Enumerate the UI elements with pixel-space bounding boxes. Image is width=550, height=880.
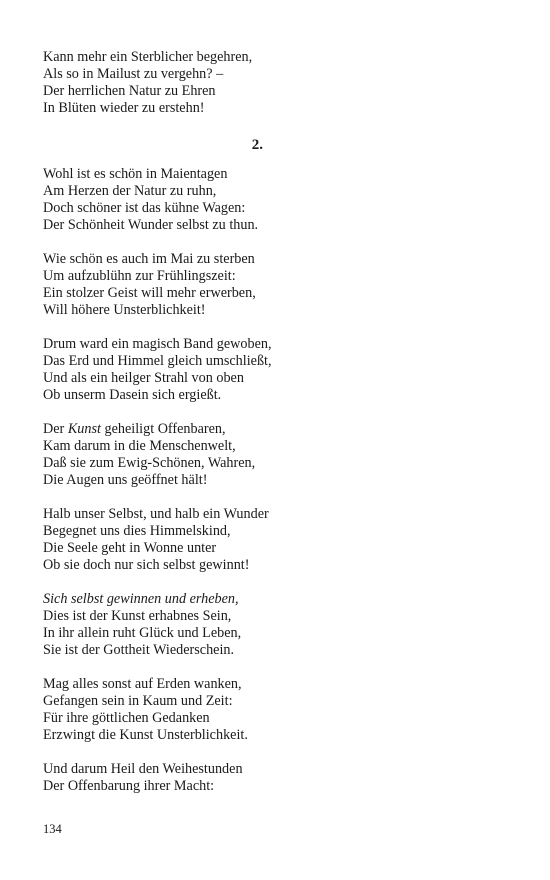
verse-line — [43, 251, 503, 268]
stanza — [43, 49, 503, 117]
verse-text: In ihr allein ruht Glück und Leben, — [43, 625, 242, 641]
verse-line — [43, 302, 503, 319]
verse-line — [43, 66, 503, 83]
verse-text: Wohl ist es schön in Maientagen — [43, 166, 228, 182]
verse-line — [43, 710, 503, 727]
stanza-gap — [43, 744, 503, 761]
verse-line — [43, 421, 503, 438]
verse-italic-text: Sich selbst gewinnen und erheben, — [43, 591, 239, 607]
verse-line — [43, 676, 503, 693]
verse-line — [43, 183, 503, 200]
poem-body — [43, 166, 503, 795]
stanza-gap — [43, 319, 503, 336]
verse-line — [43, 727, 503, 744]
stanza-gap — [43, 404, 503, 421]
verse-text: Für ihre göttlichen Gedanken — [43, 710, 210, 726]
stanza — [43, 251, 503, 319]
verse-line — [43, 608, 503, 625]
verse-text: Sie ist der Gottheit Wiederschein. — [43, 642, 235, 658]
verse-line — [43, 778, 503, 795]
verse-text: Die Seele geht in Wonne unter — [43, 540, 217, 556]
verse-line — [43, 217, 503, 234]
verse-line — [43, 353, 503, 370]
verse-line — [43, 540, 503, 557]
verse-line — [43, 625, 503, 642]
opening-stanza-block — [43, 49, 503, 117]
poem-page — [43, 49, 503, 795]
verse-line — [43, 387, 503, 404]
stanza — [43, 421, 503, 489]
verse-line — [43, 591, 503, 608]
verse-line — [43, 370, 503, 387]
verse-line — [43, 693, 503, 710]
verse-text: In Blüten wieder zu erstehn! — [43, 100, 205, 116]
stanza-gap — [43, 234, 503, 251]
stanza — [43, 761, 503, 795]
stanza — [43, 506, 503, 574]
verse-line — [43, 455, 503, 472]
verse-line — [43, 100, 503, 117]
stanza-gap — [43, 574, 503, 591]
verse-line — [43, 268, 503, 285]
verse-italic-text: Kunst — [67, 421, 101, 437]
verse-line — [43, 285, 503, 302]
verse-text: Um aufzublühn zur Frühlingszeit: — [43, 268, 236, 284]
verse-text: Dies ist der Kunst erhabnes Sein, — [43, 608, 232, 624]
verse-line — [43, 761, 503, 778]
verse-line — [43, 506, 503, 523]
verse-line — [43, 472, 503, 489]
verse-text: Die Augen uns geöffnet hält! — [43, 472, 208, 488]
verse-line — [43, 166, 503, 183]
page-number: 134 — [43, 822, 62, 836]
verse-text: Und darum Heil den Weihestunden — [43, 761, 243, 777]
verse-text: Kann mehr ein Sterblicher begehren, — [43, 49, 253, 65]
verse-line — [43, 642, 503, 659]
verse-text: Der herrlichen Natur zu Ehren — [43, 83, 216, 99]
verse-text: Gefangen sein in Kaum und Zeit: — [43, 693, 233, 709]
verse-line — [43, 200, 503, 217]
verse-text: Doch schöner ist das kühne Wagen: — [43, 200, 246, 216]
stanza — [43, 166, 503, 234]
section-number: 2. — [251, 137, 263, 153]
verse-text: Und als ein heilger Strahl von oben — [43, 370, 244, 386]
verse-text: Ein stolzer Geist will mehr erwerben, — [43, 285, 256, 301]
verse-text: Mag alles sonst auf Erden wanken, — [43, 676, 242, 692]
stanza-gap — [43, 489, 503, 506]
verse-line — [43, 557, 503, 574]
verse-text: Das Erd und Himmel gleich umschließt, — [43, 353, 272, 369]
verse-line — [43, 83, 503, 100]
stanza — [43, 591, 503, 659]
verse-text: Als so in Mailust zu vergehn? – — [43, 66, 224, 82]
verse-text: Kam darum in die Menschenwelt, — [43, 438, 236, 454]
verse-line — [43, 49, 503, 66]
verse-text: Der Schönheit Wunder selbst zu thun. — [43, 217, 259, 233]
verse-text: Ob unserm Dasein sich ergießt. — [43, 387, 222, 403]
verse-line — [43, 523, 503, 540]
verse-text: geheiligt Offenbaren, — [100, 421, 226, 437]
verse-line — [43, 336, 503, 353]
verse-text: Halb unser Selbst, und halb ein Wunder — [43, 506, 269, 522]
stanza — [43, 336, 503, 404]
verse-line — [43, 438, 503, 455]
verse-text: Ob sie doch nur sich selbst gewinnt! — [43, 557, 250, 573]
verse-text: Wie schön es auch im Mai zu sterben — [43, 251, 255, 267]
verse-text: Am Herzen der Natur zu ruhn, — [43, 183, 217, 199]
verse-text: Der Offenbarung ihrer Macht: — [43, 778, 215, 794]
verse-text: Der — [43, 421, 68, 437]
verse-text: Erzwingt die Kunst Unsterblichkeit. — [43, 727, 248, 743]
verse-text: Will höhere Unsterblichkeit! — [43, 302, 206, 318]
verse-text: Begegnet uns dies Himmelskind, — [43, 523, 231, 539]
stanza — [43, 676, 503, 744]
verse-text: Drum ward ein magisch Band gewoben, — [43, 336, 272, 352]
stanza-gap — [43, 659, 503, 676]
verse-text: Daß sie zum Ewig-Schönen, Wahren, — [43, 455, 256, 471]
